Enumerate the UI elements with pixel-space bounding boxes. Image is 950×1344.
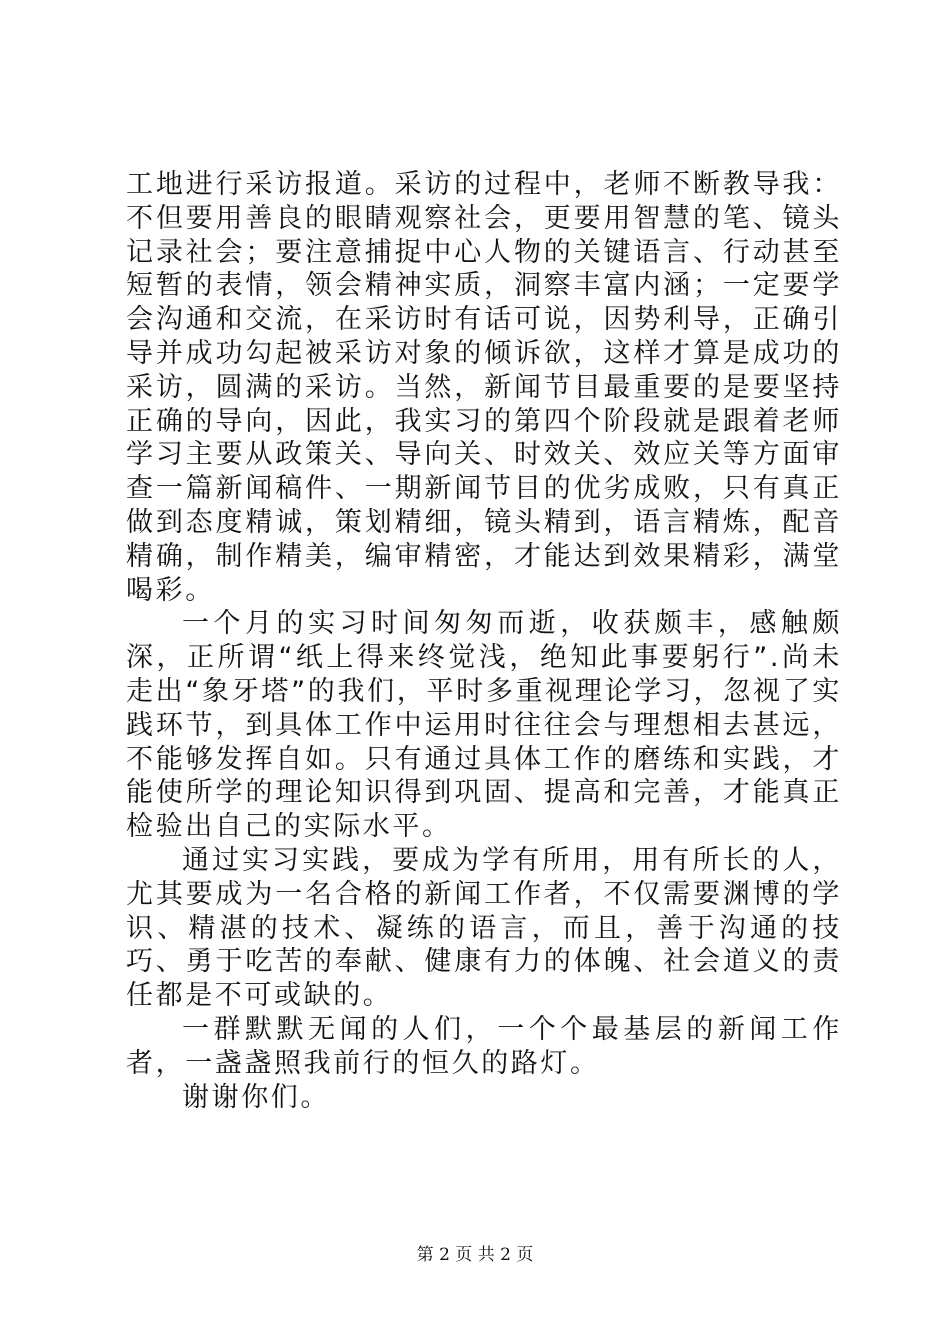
document-body (126, 168, 842, 1114)
paragraph-5: 谢谢你们。 (182, 1081, 330, 1113)
page-footer: 第 2 页 共 2 页 (416, 1245, 534, 1265)
paragraph-2: 一个月的实习时间匆匆而逝，收获颇丰，感触颇深，正所谓“纸上得来终觉浅，绝知此事要躬行”.尚未走出“象牙塔”的我们，平时多重视理论学习，忽视了实践环节，到具体工作中运用时往往会与理想相去甚远，不能够发挥自如。只有通过具体工作的磨练和实践，才能使所学的理论知识得到巩固、提高和完善，才能真正检验出自己的实际水平。 (126, 608, 842, 843)
paragraph-3: 通过实习实践，要成为学有所用，用有所长的人，尤其要成为一名合格的新闻工作者，不仅需要渊博的学识、精湛的技术、凝练的语言，而且，善于沟通的技巧、勇于吃苦的奉献、健康有力的体魄、社会道义的责任都是不可或缺的。 (126, 844, 842, 1012)
paragraph-4: 一群默默无闻的人们，一个个最基层的新闻工作者，一盏盏照我前行的恒久的路灯。 (126, 1013, 842, 1079)
paragraph-1: 工地进行采访报道。采访的过程中，老师不断教导我：不但要用善良的眼睛观察社会，更要用智慧的笔、镜头记录社会；要注意捕捉中心人物的关键语言、行动甚至短暂的表情，领会精神实质，洞察丰富内涵；一定要学会沟通和交流，在采访时有话可说，因势利导，正确引导并成功勾起被采访对象的倾诉欲，这样才算是成功的采访，圆满的采访。当然，新闻节目最重要的是要坚持正确的导向，因此，我实习的第四个阶段就是跟着老师学习主要从政策关、导向关、时效关、效应关等方面审查一篇新闻稿件、一期新闻节目的优劣成败，只有真正做到态度精诚，策划精细，镜头精到，语言精炼，配音精确，制作精美，编审精密，才能达到效果精彩，满堂喝彩。 (126, 169, 842, 606)
